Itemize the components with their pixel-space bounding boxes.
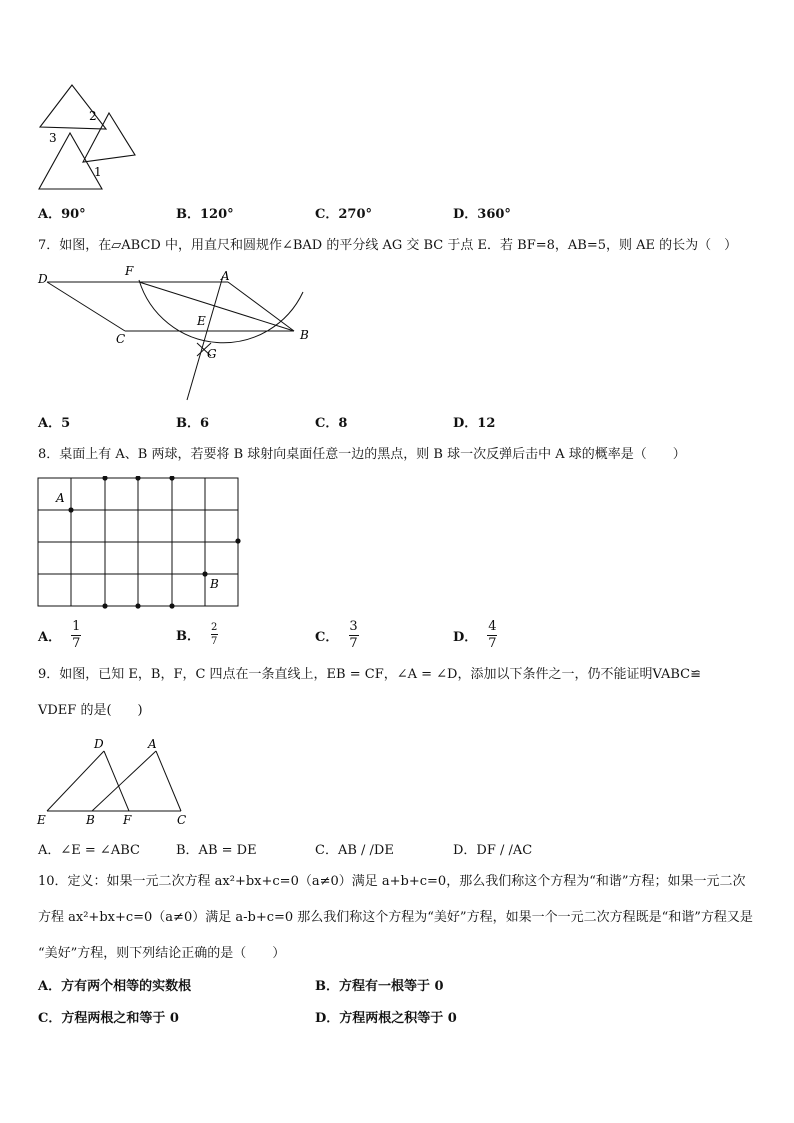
angle-label-3: 3 [49,131,57,145]
q9-question-line1: 9．如图，已知 E，B，F，C 四点在一条直线上，EB = CF，∠A = ∠D，添加以下条件之一，仍不能证明VABC≌ [38,667,701,682]
label-b: B [300,328,309,342]
q9-option-d[interactable]: D．DF / /AC [453,843,533,858]
angle-label-1: 1 [94,165,102,179]
q9-question-line2: VDEF 的是( ) [38,703,143,718]
label-a: A [221,269,230,283]
q10-question-line2: 方程 ax²+bx+c=0（a≠0）满足 a-b+c=0 那么我们称这个方程为“美好”方程，如果一个一元二次方程既是“和谐”方程又是 [38,910,753,925]
label-e: E [197,314,206,328]
q7-question-text: 7．如图，在▱ABCD 中，用直尺和圆规作∠BAD 的平分线 AG 交 BC 于点 E．若 BF=8，AB=5，则 AE 的长为（ ） [38,238,738,253]
q6-option-d[interactable]: D．360° [453,207,511,222]
label-a: A [148,737,157,751]
q10-question-line1: 10．定义：如果一元二次方程 ax²+bx+c=0（a≠0）满足 a+b+c=0，那么我们称这个方程为“和谐”方程；如果一元二次 [38,874,746,889]
q8-option-d[interactable]: D． $\frac{4}{7}$ [453,619,497,651]
ball-b-label: B [210,577,219,591]
parallelogram-figure [36,262,316,402]
q9-option-c[interactable]: C．AB / /DE [315,843,394,858]
billiard-grid-figure [36,476,246,612]
label-c: C [177,813,187,827]
q10-option-c[interactable]: C．方程两根之和等于 0 [38,1011,179,1026]
q10-option-b[interactable]: B．方程有一根等于 0 [315,979,444,994]
q10-option-a[interactable]: A．方有两个相等的实数根 [38,979,192,994]
label-d: D [38,272,48,286]
q8-option-a[interactable]: A． $\frac{1}{7}$ [38,619,81,651]
q7-option-d[interactable]: D．12 [453,416,496,431]
label-e: E [37,813,46,827]
q6-option-a[interactable]: A．90° [38,207,86,222]
q8-option-c[interactable]: C． $\frac{3}{7}$ [315,619,358,651]
label-f: F [123,813,132,827]
label-g: G [207,347,217,361]
q9-option-b[interactable]: B．AB = DE [176,843,257,858]
label-f: F [125,264,134,278]
q6-option-c[interactable]: C．270° [315,207,372,222]
angle-label-2: 2 [89,109,97,123]
label-c: C [116,332,126,346]
q7-option-c[interactable]: C．8 [315,416,348,431]
q7-option-b[interactable]: B．6 [176,416,210,431]
label-b: B [86,813,95,827]
q8-question-text: 8．桌面上有 A、B 两球，若要将 B 球射向桌面任意一边的黑点，则 B 球一次反弹后击中 A 球的概率是（ ） [38,447,686,462]
q9-option-a[interactable]: A．∠E = ∠ABC [38,843,140,858]
q10-question-line3: “美好”方程，则下列结论正确的是（ ） [38,946,286,961]
q6-option-b[interactable]: B．120° [176,207,234,222]
q8-option-b[interactable]: B． $\frac{2}{7}$ [176,622,218,647]
triangles-def-abc-figure [34,736,194,828]
ball-a-label: A [56,491,65,505]
triangles-figure [36,82,140,194]
q7-option-a[interactable]: A．5 [38,416,71,431]
label-d: D [94,737,104,751]
q10-option-d[interactable]: D．方程两根之积等于 0 [315,1011,457,1026]
